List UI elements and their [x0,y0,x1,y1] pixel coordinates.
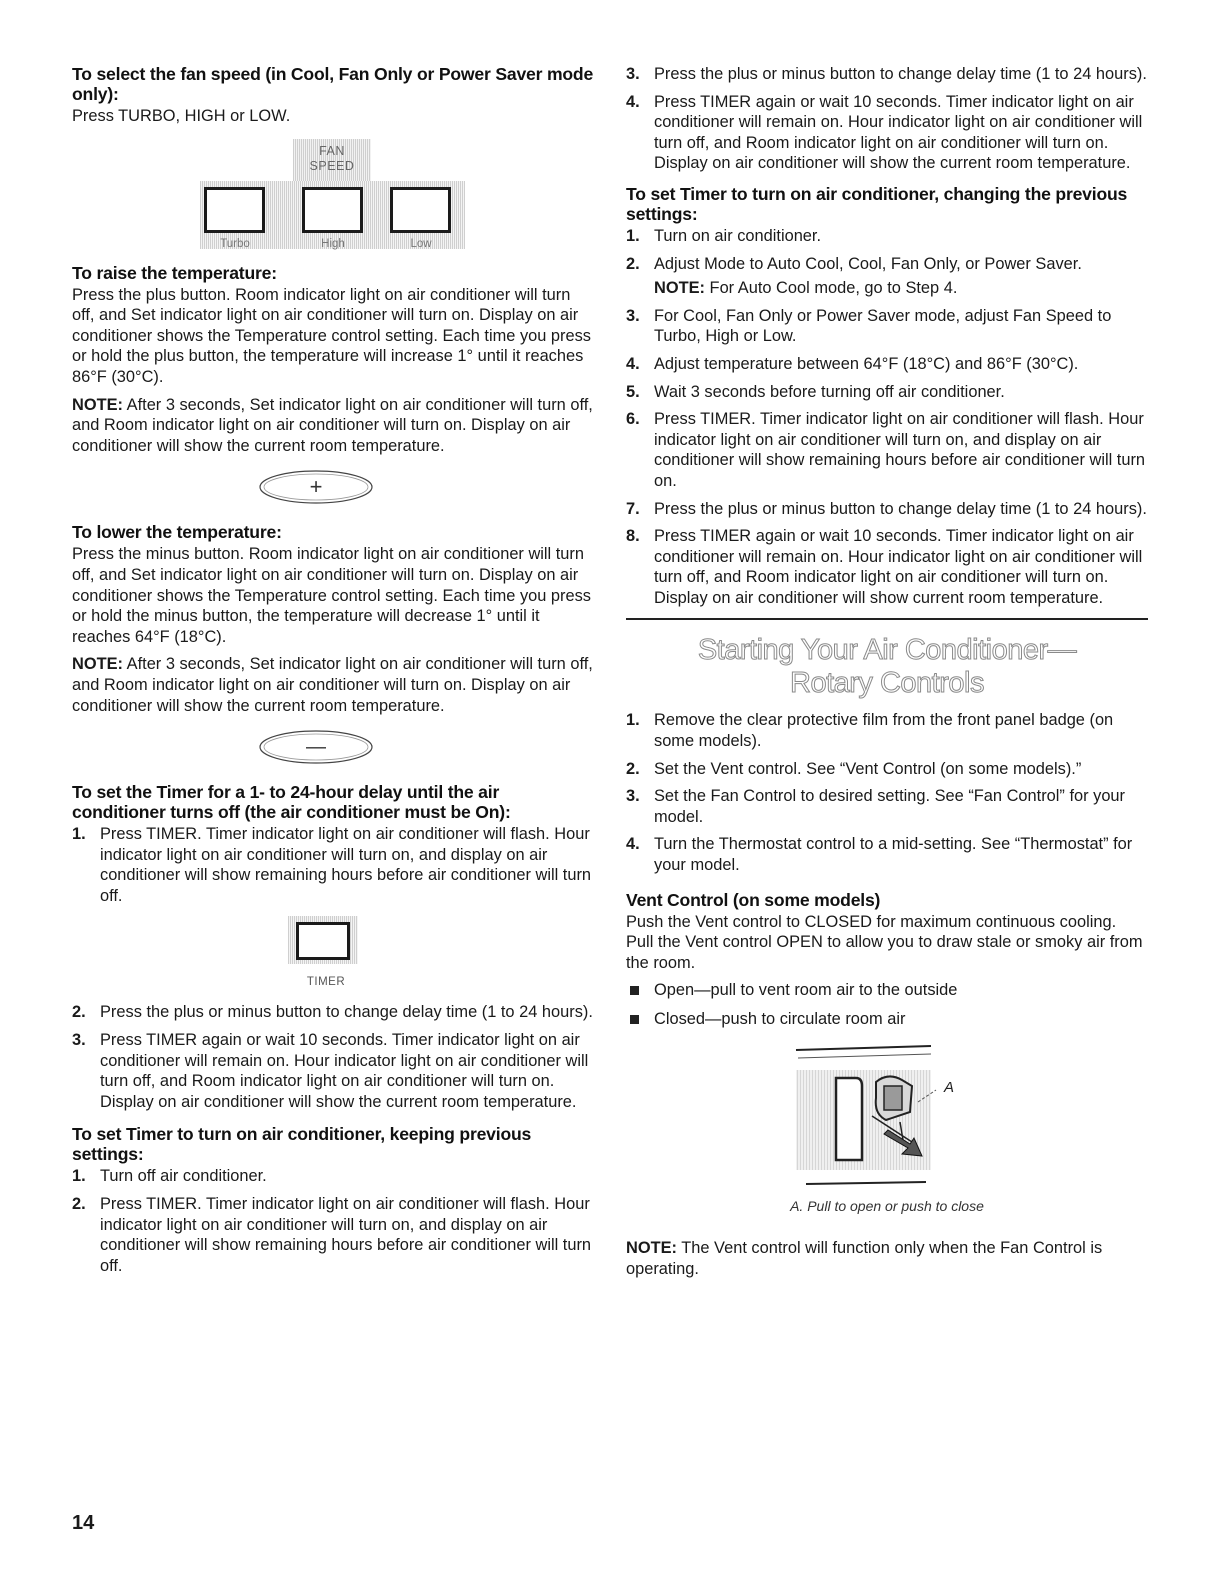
step-number: 2. [626,254,640,273]
plus-symbol: + [309,474,323,500]
note-label: NOTE: [654,279,705,298]
step-number: 3. [626,306,640,325]
timer-off-steps-a [72,824,594,906]
right-column [626,64,1148,1286]
note-text: After 3 seconds, Set indicator light on air conditioner will turn off, and Room indicator light on air conditioner will turn on. Display on air conditioner will show the current room temperature. [72,655,593,715]
timer-off-heading: To set the Timer for a 1- to 24-hour delay until the air conditioner turns off (the air conditioner must be On): [72,782,511,823]
minus-button-figure [256,728,376,766]
lower-temp-heading: To lower the temperature: [72,522,282,543]
step-text: Set the Fan Control to desired setting. See “Fan Control” for your model. [654,787,1126,826]
step-number: 1. [72,1167,86,1186]
note-text: After 3 seconds, Set indicator light on air conditioner will turn off, and Room indicator light on air conditioner will turn on. Display on air conditioner will show the current room temperature. [72,395,593,455]
timer-on-change-steps [626,226,1148,609]
left-column [72,64,594,1283]
timer-button-figure [284,916,374,988]
step-text: Turn the Thermostat control to a mid-setting. See “Thermostat” for your model. [654,835,1133,875]
callout-a-label: A [944,1078,955,1096]
high-button [302,187,363,233]
minus-symbol: — [306,736,326,759]
step-text: Press TIMER again or wait 10 seconds. Timer indicator light on air conditioner will remain on. Hour indicator light on air conditioner will turn off, and Room indicator light on air conditioner will turn on. Display on air conditioner will show current room temperature. [654,527,1143,607]
note-label: NOTE: [72,395,123,414]
step-number: 4. [626,835,640,854]
note-label: NOTE: [72,655,123,674]
step-number: 3. [626,65,640,83]
list-item [626,710,1148,751]
list-item [626,226,1148,247]
fan-label-line2: SPEED [309,158,355,173]
raise-temp-note [72,395,594,457]
list-item [626,834,1148,875]
list-item [72,1030,594,1112]
fan-speed-body: Press TURBO, HIGH or LOW. [72,107,291,125]
step-text: Press TIMER. Timer indicator light on air conditioner will flash. Hour indicator light on air conditioner will turn on, and display on air conditioner will show remaining hours before air conditioner will turn on. [654,410,1146,490]
step-text: Turn on air conditioner. [654,226,822,245]
list-item [72,1002,594,1023]
bullet-square-icon [630,1015,639,1024]
bullet-square-icon [630,986,639,995]
timer-off-steps-b [72,1002,594,1112]
timer-on-keep-heading: To set Timer to turn on air conditioner, keeping previous settings: [72,1124,532,1165]
step-text: Press the plus or minus button to change delay time (1 to 24 hours). [654,499,1147,518]
list-item [626,92,1148,174]
lower-temp-note [72,654,594,716]
fan-speed-heading: To select the fan speed (in Cool, Fan Only or Power Saver mode only): [72,64,594,104]
step-number: 2. [72,1195,86,1214]
step-number: 8. [626,527,640,546]
raise-temp-body: Press the plus button. Room indicator light on air conditioner will turn off, and Set indicator light on air conditioner will turn on. Display on air conditioner shows the Temperature control setting. Each time you press or hold the plus button, the temperature will increase 1° until it reaches 86°F (30°C). [72,285,592,386]
bullet-text: Closed—push to circulate room air [654,1010,906,1028]
section-divider [626,618,1148,620]
fan-speed-label [293,139,371,181]
step-number: 2. [626,759,640,778]
step-number: 1. [626,226,640,245]
vent-control-figure [776,1042,996,1192]
starting-steps [626,710,1148,875]
step-text: Set the Vent control. See “Vent Control (on some models).” [654,759,1082,778]
step-text: Press TIMER again or wait 10 seconds. Timer indicator light on air conditioner will remain on. Hour indicator light on air conditioner will turn off, and Room indicator light on air conditioner will turn on. Display on air conditioner will show the current room temperature. [100,1031,589,1111]
timer-on-keep-steps [72,1166,594,1276]
timer-button [296,922,350,960]
step-number: 4. [626,354,640,373]
step-number: 7. [626,499,640,518]
turbo-label: Turbo [220,237,250,250]
timer-label: TIMER [306,976,346,989]
step-text: Wait 3 seconds before turning off air conditioner. [654,382,1005,401]
step-note [654,278,1148,299]
list-item [626,759,1148,780]
lower-temp-body: Press the minus button. Room indicator light on air conditioner will turn off, and Set indicator light on air conditioner will turn on. Display on air conditioner shows the Temperature control setting. Each time you press or hold the minus button, the temperature will decrease 1° until it reaches 64°F (18°C). [72,545,592,646]
high-label: High [321,237,345,250]
step-text: Press the plus or minus button to change delay time (1 to 24 hours). [654,65,1147,83]
vent-body: Push the Vent control to CLOSED for maximum continuous cooling. Pull the Vent control OPEN to allow you to draw stale or smoky air from the room. [626,912,1143,972]
step-number: 2. [72,1003,86,1022]
vent-heading: Vent Control (on some models) [626,889,881,910]
low-label: Low [410,237,432,250]
step-number: 5. [626,382,640,401]
list-item [72,1166,594,1187]
step-number: 1. [72,825,86,844]
list-item [626,526,1148,608]
list-item [626,354,1148,375]
starting-heading-line1: Starting Your Air Conditioner— [697,634,1077,667]
step-text: Adjust temperature between 64°F (18°C) and 86°F (30°C). [654,354,1079,373]
list-item [626,499,1148,520]
step-text: Press TIMER. Timer indicator light on air conditioner will flash. Hour indicator light on air conditioner will turn on, and display on air conditioner will show remaining hours before air conditioner will turn off. [100,825,592,905]
step-text: For Cool, Fan Only or Power Saver mode, adjust Fan Speed to Turbo, High or Low. [654,306,1112,346]
plus-button-figure [256,468,376,506]
vent-bullets [626,980,1148,1029]
step-number: 4. [626,92,640,111]
step-number: 1. [626,711,640,730]
timer-on-change-heading: To set Timer to turn on air conditioner, changing the previous settings: [626,183,1128,224]
list-item [626,980,1148,1001]
list-item [72,1194,594,1276]
list-item [626,64,1148,85]
list-item [626,306,1148,347]
step-text: Press TIMER again or wait 10 seconds. Timer indicator light on air conditioner will remain on. Hour indicator light on air conditioner will turn off, and Room indicator light on air conditioner will turn on. Display on air conditioner will show the current room temperature. [654,92,1143,173]
timer-continued-steps [626,64,1148,174]
list-item [626,1009,1148,1030]
bullet-text: Open—pull to vent room air to the outside [654,981,958,1000]
list-item [626,254,1148,299]
list-item [626,409,1148,491]
page-number: 14 [72,1512,95,1534]
step-number: 6. [626,410,640,429]
note-label: NOTE: [626,1239,677,1258]
starting-heading [626,634,1148,700]
raise-temp-heading: To raise the temperature: [72,262,277,283]
starting-heading-line2: Rotary Controls [790,667,984,700]
step-number: 3. [626,787,640,806]
note-text: The Vent control will function only when the Fan Control is operating. [626,1239,1103,1278]
vent-control-illustration [776,1042,996,1192]
turbo-button [204,187,265,233]
list-item [626,382,1148,403]
list-item [72,824,594,906]
step-text: Turn off air conditioner. [100,1167,267,1186]
fan-label-line1: FAN [319,143,345,158]
step-text: Remove the clear protective film from the front panel badge (on some models). [654,711,1114,751]
step-text: Press the plus or minus button to change delay time (1 to 24 hours). [100,1003,593,1022]
fan-speed-figure [200,139,490,249]
step-text: Press TIMER. Timer indicator light on air conditioner will flash. Hour indicator light on air conditioner will turn on, and display on air conditioner will show remaining hours before air conditioner will turn off. [100,1195,592,1275]
vent-note [626,1238,1148,1279]
vent-figure-caption: A. Pull to open or push to close [790,1197,984,1214]
step-number: 3. [72,1031,86,1050]
note-text: For Auto Cool mode, go to Step 4. [705,279,958,298]
list-item [626,786,1148,827]
step-text: Adjust Mode to Auto Cool, Cool, Fan Only, or Power Saver. [654,254,1082,273]
low-button [390,187,451,233]
